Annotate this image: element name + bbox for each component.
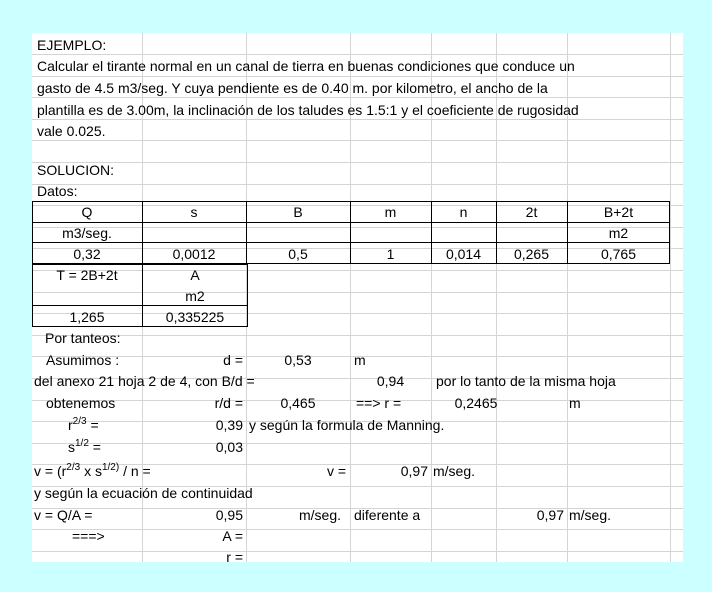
v-unit: m/seg. [433, 463, 476, 479]
vqa-unit: m/seg. [299, 507, 342, 523]
vqa-compare-unit: m/seg. [569, 507, 612, 523]
data-table-cell: Q [81, 204, 93, 220]
r-label-2: r = [226, 549, 243, 562]
spreadsheet-sheet [32, 33, 683, 562]
s12-label: $s^{1/2}$ = [68, 438, 101, 455]
area-table-cell: 0,335225 [165, 309, 225, 325]
data-table-cell: m2 [608, 225, 629, 241]
v-label: v = [327, 463, 347, 479]
r-arrow-label: ==> r = [356, 395, 402, 411]
data-table-cell: 0,265 [513, 246, 550, 262]
problem-line: gasto de 4.5 m3/seg. Y cuya pendiente es de 0.40 m. por kilometro, el ancho de la [37, 80, 548, 96]
data-table-cell: B [293, 204, 303, 220]
solucion-title: SOLUCION: [37, 162, 115, 178]
data-table-cell: 0,765 [600, 246, 637, 262]
data-table-cell: 0,5 [288, 246, 308, 262]
bd-value: 0,94 [376, 373, 405, 389]
asumimos-label: Asumimos : [46, 352, 120, 368]
data-table-cell: 0,32 [73, 246, 101, 262]
ejemplo-title: EJEMPLO: [37, 37, 107, 53]
vqa-compare-value: 0,97 [536, 507, 564, 523]
misma-hoja-text: por lo tanto de la misma hoja [436, 373, 616, 389]
r-value: 0,2465 [454, 395, 498, 411]
d-unit: m [354, 352, 366, 368]
r23-value: 0,39 [215, 417, 243, 433]
a-label: A = [222, 528, 243, 544]
problem-line: plantilla es de 3.00m, la inclinación de los taludes es 1.5:1 y el coeficiente de rugosidad [37, 102, 579, 118]
r23-label: $r^{2/3}$ = [68, 416, 99, 433]
anexo-text: del anexo 21 hoja 2 de 4, con B/d = [34, 373, 255, 389]
area-table-cell: 1,265 [69, 309, 105, 325]
problem-line: Calcular el tirante normal en un canal de tierra en buenas condiciones que conduce un [37, 58, 575, 74]
manning-text: y según la formula de Manning. [249, 417, 445, 433]
vqa-value: 0,95 [215, 507, 243, 523]
arrow-label: ===> [72, 528, 105, 544]
data-table-cell: 1 [386, 246, 395, 262]
datos-label: Datos: [37, 183, 78, 199]
v-value: 0,97 [400, 463, 428, 479]
vqa-label: v = Q/A = [34, 507, 93, 523]
data-table-cell: B+2t [603, 204, 634, 220]
data-table-cell: s [190, 204, 198, 220]
velocity-formula: $v = (r^{2/3}$ x $s^{1/2)}$ / n = [34, 462, 151, 479]
rd-value: 0,465 [280, 395, 316, 411]
diferente-text: diferente a [354, 507, 421, 523]
data-table-cell: 0,0012 [172, 246, 216, 262]
rd-label: r/d = [214, 395, 243, 411]
d-label: d = [223, 352, 243, 368]
data-table-cell: 2t [525, 204, 538, 220]
problem-line: vale 0.025. [37, 123, 106, 139]
obtenemos-label: obtenemos [46, 395, 116, 411]
por-tanteos-label: Por tanteos: [45, 330, 121, 346]
area-table-cell: m2 [185, 288, 205, 304]
data-table-cell: m [384, 204, 397, 220]
continuidad-text: y según la ecuación de continuidad [34, 485, 253, 501]
s12-value: 0,03 [215, 439, 243, 455]
data-table-cell: n [459, 204, 468, 220]
area-table-cell: T = 2B+2t [56, 267, 118, 283]
area-table-cell: A [190, 267, 200, 283]
data-table-cell: m3/seg. [62, 225, 112, 241]
data-table-cell: 0,014 [445, 246, 482, 262]
r-unit: m [569, 395, 581, 411]
d-value: 0,53 [284, 352, 312, 368]
